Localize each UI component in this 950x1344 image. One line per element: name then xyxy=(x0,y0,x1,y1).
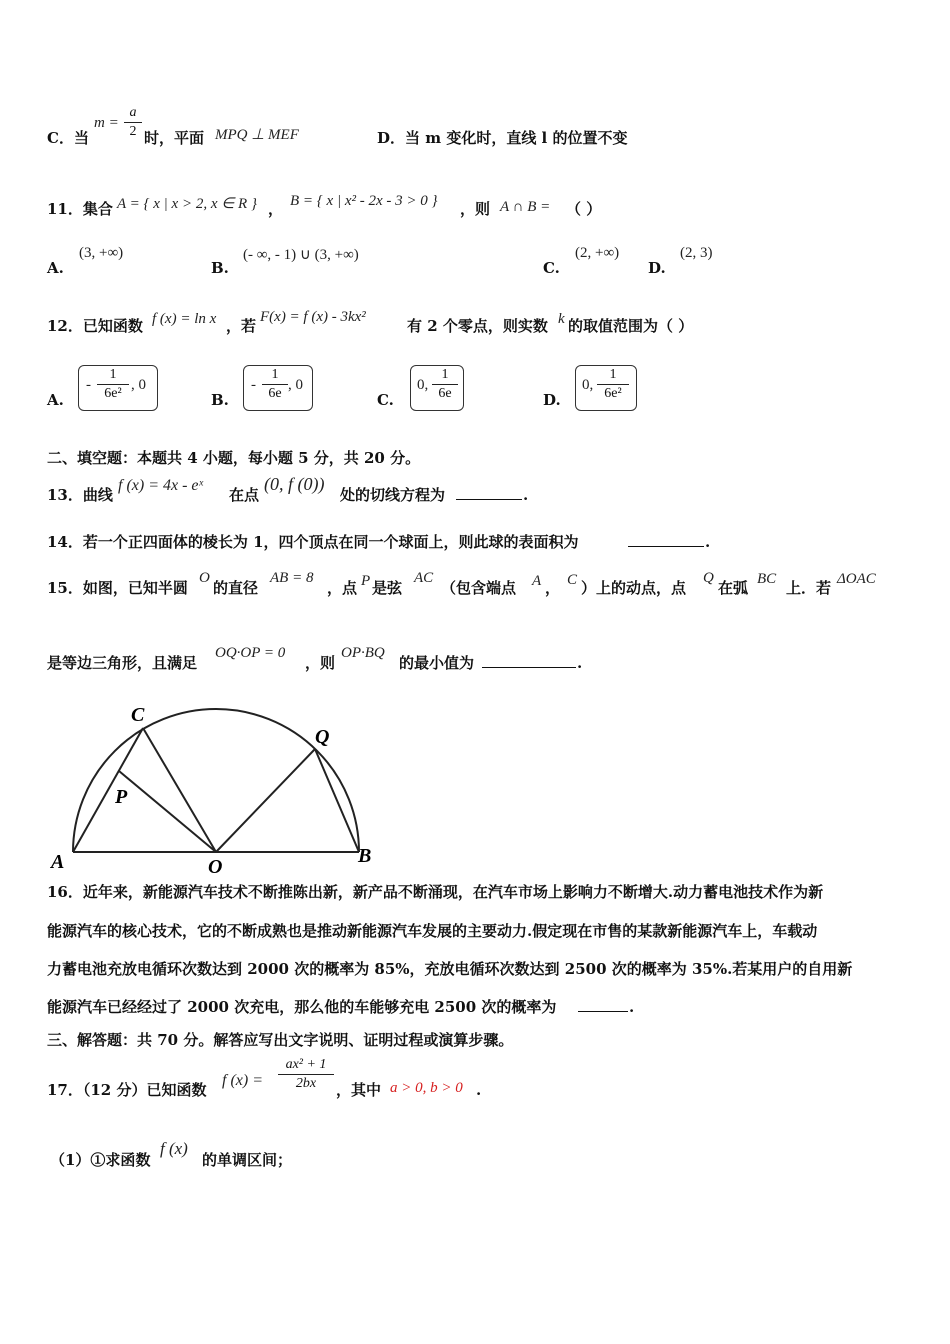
q12-option-d-left: 0, xyxy=(582,377,594,393)
q12-mid1: ，若 xyxy=(226,317,257,335)
section2-heading: 二、填空题：本题共 4 小题，每小题 5 分，共 20 分。 xyxy=(47,449,421,467)
q14-answer-blank[interactable] xyxy=(628,532,704,547)
label-a: A xyxy=(51,851,65,873)
q15-p9: 上．若 xyxy=(786,579,832,597)
q10-option-d: D．当 m 变化时，直线 l 的位置不变 xyxy=(377,129,628,147)
q14-end: . xyxy=(705,533,711,551)
q11-stem-suffix: ，则 xyxy=(460,200,491,218)
label-o: O xyxy=(208,856,223,873)
q12-option-c-num: 1 xyxy=(432,366,458,385)
q17-end: . xyxy=(476,1081,482,1099)
q16-line-2: 能源汽车的核心技术，它的不断成熟也是推动新能源汽车发展的主要动力.假定现在市售的某款新能源汽车上，车载动 xyxy=(47,922,818,940)
q12-option-d-num: 1 xyxy=(597,366,629,385)
q11-option-c-label: C. xyxy=(543,259,560,277)
q17-part1-prefix: （1）①求函数 xyxy=(50,1151,151,1169)
q15-target: OP·BQ xyxy=(341,645,385,661)
q15-BC: BC xyxy=(757,571,777,587)
q13-point: (0, f (0)) xyxy=(264,474,325,494)
q11-set-b: B = { x | x² - 2x - 3 > 0 } xyxy=(290,193,438,209)
label-q: Q xyxy=(315,726,330,748)
q12-mid2: 有 2 个零点，则实数 xyxy=(407,317,548,335)
section3-heading: 三、解答题：共 70 分。解答应写出文字说明、证明过程或演算步骤。 xyxy=(47,1031,514,1049)
q10-option-c-mid: 时，平面 xyxy=(144,129,205,147)
q15-p1: 15．如图，已知半圆 xyxy=(47,579,188,597)
q17-num: ax² + 1 xyxy=(278,1056,334,1075)
q10-fraction-num: a xyxy=(124,104,142,123)
q16-end: . xyxy=(629,998,635,1016)
q15-p6: ， xyxy=(545,579,561,597)
q17-part1-suffix: 的单调区间； xyxy=(202,1151,293,1169)
q15-line2-p2: ，则 xyxy=(305,654,336,672)
q10-option-c-label: C．当 xyxy=(47,129,89,147)
q15-p5: （包含端点 xyxy=(441,579,517,597)
q17-fraction xyxy=(278,1056,334,1093)
q12-option-a-den: 6e² xyxy=(104,386,122,401)
q12-option-a-left: - xyxy=(86,377,91,393)
q13-func: f (x) = 4x - eˣ xyxy=(118,477,204,494)
q13-answer-blank[interactable] xyxy=(456,485,522,500)
q16-answer-blank[interactable] xyxy=(578,997,628,1012)
q12-option-b-label: B. xyxy=(211,391,229,409)
q10-option-c-math: MPQ ⊥ MEF xyxy=(215,127,299,143)
q12-option-c-left: 0, xyxy=(417,377,429,393)
q10-fraction-den: 2 xyxy=(129,124,137,139)
q12-option-b-right: , 0 xyxy=(288,377,303,393)
segment-co xyxy=(143,728,216,852)
q12-option-b-num: 1 xyxy=(262,366,288,385)
q12-option-c-fraction xyxy=(432,366,458,403)
q14-text: 14．若一个正四面体的棱长为 1，四个顶点在同一个球面上，则此球的表面积为 xyxy=(47,533,579,551)
q12-option-b-den: 6e xyxy=(268,386,282,401)
q12-option-a-right: , 0 xyxy=(131,377,146,393)
q11-option-b-label: B. xyxy=(211,259,229,277)
q15-Q: Q xyxy=(703,570,714,586)
q10-option-c-m: m = xyxy=(94,115,119,131)
q15-line2-p3: 的最小值为 xyxy=(399,654,475,672)
q15-A: A xyxy=(532,573,542,589)
q13-mid: 在点 xyxy=(229,486,260,504)
q11-paren: （ ） xyxy=(566,200,602,218)
q17-part1-f: f (x) xyxy=(160,1139,188,1158)
q17-cond: a > 0, b > 0 xyxy=(390,1080,463,1096)
segment-qb xyxy=(315,749,359,852)
q15-end: . xyxy=(577,654,583,672)
q16-line-1: 16．近年来，新能源汽车技术不断推陈出新，新产品不断涌现，在汽车市场上影响力不断增大.动力蓄电池技术作为新 xyxy=(47,883,824,901)
q17-prefix: 17．（12 分）已知函数 xyxy=(47,1081,207,1099)
q11-expr: A ∩ B = xyxy=(500,199,551,215)
q15-P: P xyxy=(361,573,371,589)
q15-p7: ）上的动点，点 xyxy=(581,579,687,597)
q10-fraction xyxy=(124,104,142,141)
q15-p8: 在弧 xyxy=(718,579,749,597)
q12-option-c-den: 6e xyxy=(438,386,452,401)
q15-p2: 的直径 xyxy=(213,579,259,597)
q12-option-d-label: D. xyxy=(543,391,561,409)
q15-p3: ，点 xyxy=(327,579,358,597)
chord-ac xyxy=(73,728,143,852)
label-p: P xyxy=(115,786,128,808)
q13-suffix: 处的切线方程为 xyxy=(340,486,446,504)
q11-option-d-label: D. xyxy=(648,259,666,277)
q13-end: . xyxy=(523,486,529,504)
q12-F-def: F(x) = f (x) - 3kx² xyxy=(260,309,366,325)
q11-comma: ， xyxy=(268,200,284,218)
q11-option-c-value: (2, +∞) xyxy=(575,245,620,261)
q11-option-a-value: (3, +∞) xyxy=(79,245,124,261)
q12-option-a-label: A. xyxy=(47,391,64,409)
q12-option-a-num: 1 xyxy=(97,366,129,385)
q17-den: 2bx xyxy=(295,1076,317,1091)
q16-line-3: 力蓄电池充放电循环次数达到 2000 次的概率为 85%，充放电循环次数达到 2500 次的概率为 35%.若某用户的自用新 xyxy=(47,960,853,978)
q12-option-a-fraction xyxy=(97,366,129,403)
segment-po xyxy=(119,771,216,852)
q15-AB: AB = 8 xyxy=(270,570,314,586)
q12-suffix: 的取值范围为（ ） xyxy=(568,317,694,335)
q12-option-d-fraction xyxy=(597,366,629,403)
segment-oq xyxy=(216,749,315,852)
q15-AC: AC xyxy=(414,570,434,586)
semicircle-figure xyxy=(45,695,385,873)
q11-option-d-value: (2, 3) xyxy=(680,245,713,261)
q11-option-a-label: A. xyxy=(47,259,64,277)
q17-mid: ，其中 xyxy=(336,1081,382,1099)
q12-f-def: f (x) = ln x xyxy=(152,311,217,327)
q15-p4: 是弦 xyxy=(372,579,403,597)
q15-O: O xyxy=(199,570,210,586)
q11-set-a: A = { x | x > 2, x ∈ R } xyxy=(117,196,257,212)
q13-prefix: 13．曲线 xyxy=(47,486,113,504)
q15-C: C xyxy=(567,572,578,588)
label-b: B xyxy=(358,845,372,867)
q12-option-d-den: 6e² xyxy=(604,386,622,401)
q12-option-b-fraction xyxy=(262,366,288,403)
q12-option-b-left: - xyxy=(251,377,256,393)
q12-k: k xyxy=(558,311,565,327)
q16-line-4: 能源汽车已经经过了 2000 次充电，那么他的车能够充电 2500 次的概率为 xyxy=(47,998,557,1016)
q15-cond: OQ·OP = 0 xyxy=(215,645,286,661)
q11-stem-prefix: 11．集合 xyxy=(47,200,113,218)
q15-answer-blank[interactable] xyxy=(482,653,576,668)
q12-stem-prefix: 12．已知函数 xyxy=(47,317,143,335)
q15-line2-p1: 是等边三角形，且满足 xyxy=(47,654,198,672)
label-c: C xyxy=(131,704,145,726)
q17-f: f (x) = xyxy=(222,1072,263,1089)
q15-OAC: ΔOAC xyxy=(837,571,876,587)
q11-option-b-value: (- ∞, - 1) ∪ (3, +∞) xyxy=(243,247,359,263)
q12-option-c-label: C. xyxy=(377,391,394,409)
